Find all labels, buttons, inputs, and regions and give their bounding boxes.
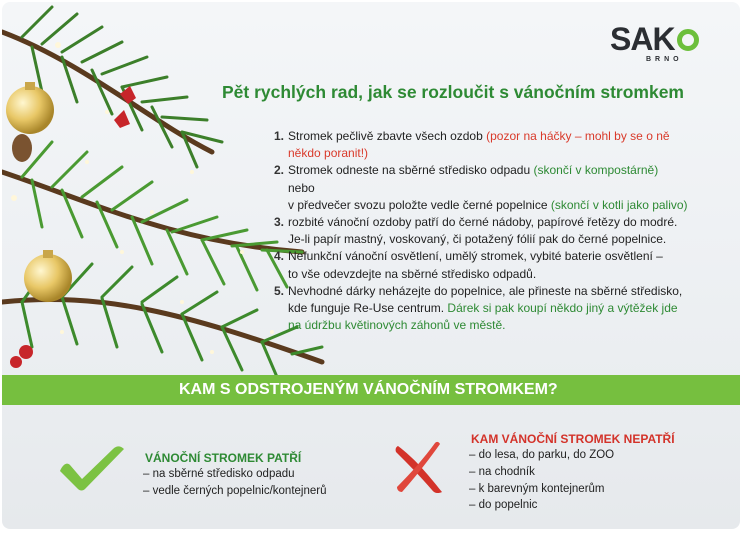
tip-text: to vše odevzdejte na sběrné středisko odpadů. <box>288 266 537 281</box>
tip-text: v předvečer svozu položte vedle černé popelnice <box>288 197 551 212</box>
tip-item <box>274 128 714 162</box>
tip-item <box>274 248 714 282</box>
sako-logo <box>610 22 720 70</box>
infographic-card <box>2 2 740 529</box>
list-item: – vedle černých popelnic/kontejnerů <box>143 484 327 497</box>
tip-text: Je-li papír mastný, voskovaný, či potažený fólií pak do černé popelnice. <box>288 232 667 247</box>
not-belongs-list <box>469 447 614 514</box>
tip-text: na údržbu květinových záhonů ve městě. <box>288 318 506 333</box>
tip-item <box>274 162 714 214</box>
tip-line <box>288 300 714 317</box>
tip-text: Stromek pečlivě zbavte všech ozdob <box>288 129 487 143</box>
tip-line <box>288 162 714 179</box>
list-item: – na chodník <box>469 465 535 478</box>
tip-text: (skončí v kompostárně) <box>533 163 659 178</box>
tip-line <box>288 266 714 283</box>
tip-number: 3. <box>274 215 285 230</box>
tip-text: (pozor na háčky – mohl by se o ně <box>486 129 670 143</box>
tip-item <box>274 283 714 335</box>
tip-line <box>288 248 714 265</box>
tip-line <box>288 283 714 300</box>
tip-line <box>288 197 714 214</box>
tip-line <box>288 145 714 162</box>
tip-text: Nefunkční vánoční osvětlení, umělý stromek, vybité baterie osvětlení – <box>288 249 663 264</box>
tip-text: Stromek odneste na sběrné středisko odpadu <box>288 163 534 178</box>
tips-list <box>274 128 714 334</box>
tip-line <box>288 128 714 145</box>
tip-number: 2. <box>274 163 285 178</box>
tip-line <box>288 231 714 248</box>
tip-text: někdo poranit!) <box>288 146 369 161</box>
cross-icon <box>394 440 446 496</box>
banner-title: KAM S ODSTROJENÝM VÁNOČNÍM STROMKEM? <box>179 381 558 398</box>
list-item: – na sběrné středisko odpadu <box>143 468 295 480</box>
list-item: – do popelnic <box>469 499 538 512</box>
tip-text: kde funguje Re-Use centrum. <box>288 301 448 316</box>
tip-line <box>288 180 714 197</box>
tip-text: nebo <box>288 180 315 195</box>
logo-o-circle-icon <box>677 29 699 51</box>
checkmark-icon <box>58 443 126 495</box>
tip-number: 5. <box>274 283 285 298</box>
belongs-list <box>143 466 326 500</box>
tip-number: 4. <box>274 249 285 264</box>
tip-text: rozbité vánoční ozdoby patří do černé nádoby, papírové řetězy do modré. <box>288 215 678 230</box>
list-item: – do lesa, do parku, do ZOO <box>469 449 615 461</box>
tip-number: 1. <box>274 129 285 143</box>
tip-line <box>288 214 714 231</box>
tip-text: (skončí v kotli jako palivo) <box>550 197 688 212</box>
logo-subtitle: BRNO <box>646 56 683 63</box>
belongs-title: VÁNOČNÍ STROMEK PATŘÍ <box>145 451 302 465</box>
page-title: Pět rychlých rad, jak se rozloučit s vánočním stromkem <box>222 82 684 102</box>
logo-wordmark: SAK <box>610 21 675 57</box>
list-item: – k barevným kontejnerům <box>469 482 605 495</box>
tip-line <box>288 317 714 334</box>
not-belongs-title: KAM VÁNOČNÍ STROMEK NEPATŘÍ <box>471 432 675 446</box>
section-banner <box>2 375 740 405</box>
tip-text: Dárek si pak koupí někdo jiný a výtěžek jde <box>447 301 678 316</box>
tip-item <box>274 214 714 248</box>
tip-text: Nevhodné dárky neházejte do popelnice, ale přineste na sběrné středisko, <box>288 283 683 298</box>
